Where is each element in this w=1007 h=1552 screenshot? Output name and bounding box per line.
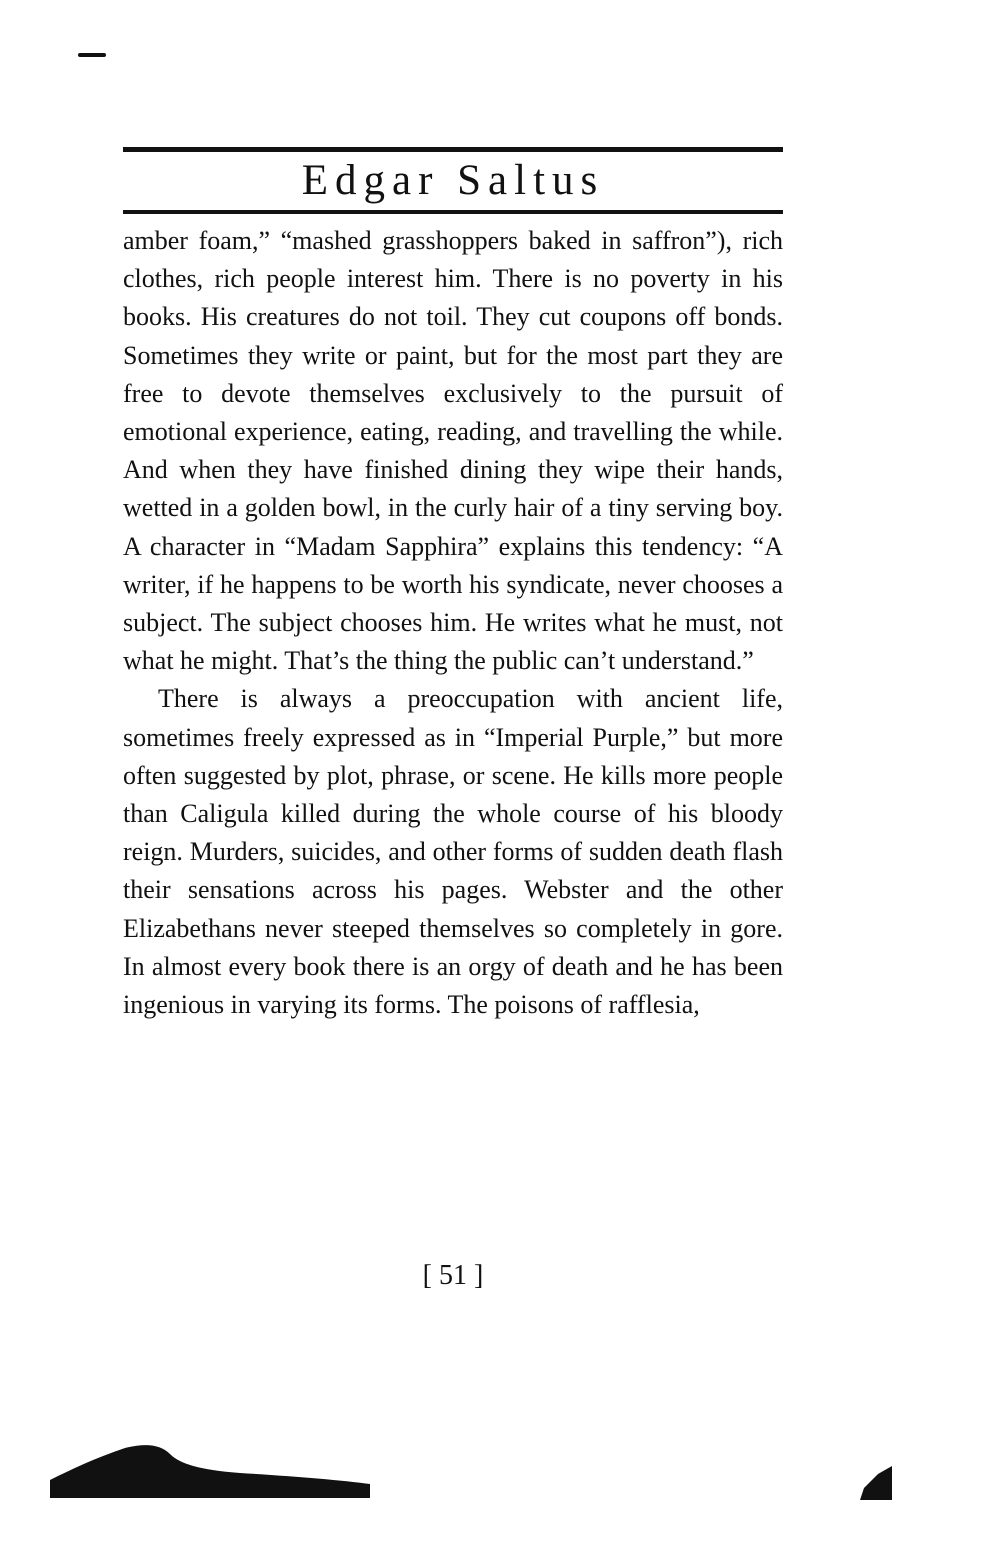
scan-smudge bbox=[50, 1440, 370, 1498]
paragraph: There is always a preoccupation with ancient life, sometimes freely expressed as in “Imperial Purple,” but more often suggested by plot, phrase, or scene. He kills more people than Caligula killed during the whole course of his bloody reign. Murders, suicides, and other forms of sudden death flash their sensations across his pages. Webster and the other Elizabethans never steeped themselves so completely in gore. In almost every book there is an orgy of death and he has been ingenious in varying its forms. The poisons of rafflesia, bbox=[123, 684, 783, 1020]
page-number: [ 51 ] bbox=[422, 1260, 484, 1291]
top-rule bbox=[123, 147, 783, 152]
paragraph: amber foam,” “mashed grasshoppers baked in saffron”), rich clothes, rich people interest him. There is no poverty in his books. His creatures do not toil. They cut coupons off bonds. Sometimes they write or paint, but for the most part they are free to devote themselves exclusively to the pursuit of emotional experience, eating, reading, and travelling the while. And when they have finished dining they wipe their hands, wetted in a golden bowl, in the curly hair of a tiny serving boy. A character in “Madam Sapphira” explains this tendency: “A writer, if he happens to be worth his syndicate, never chooses a subject. The subject chooses him. He writes what he must, not what he might. That’s the thing the public can’t understand.” bbox=[123, 226, 783, 676]
body-text bbox=[123, 222, 783, 1024]
header-rule bbox=[123, 210, 783, 214]
ink-speck bbox=[78, 53, 106, 57]
running-head: Edgar Saltus bbox=[301, 157, 605, 204]
scan-smudge bbox=[858, 1466, 894, 1500]
